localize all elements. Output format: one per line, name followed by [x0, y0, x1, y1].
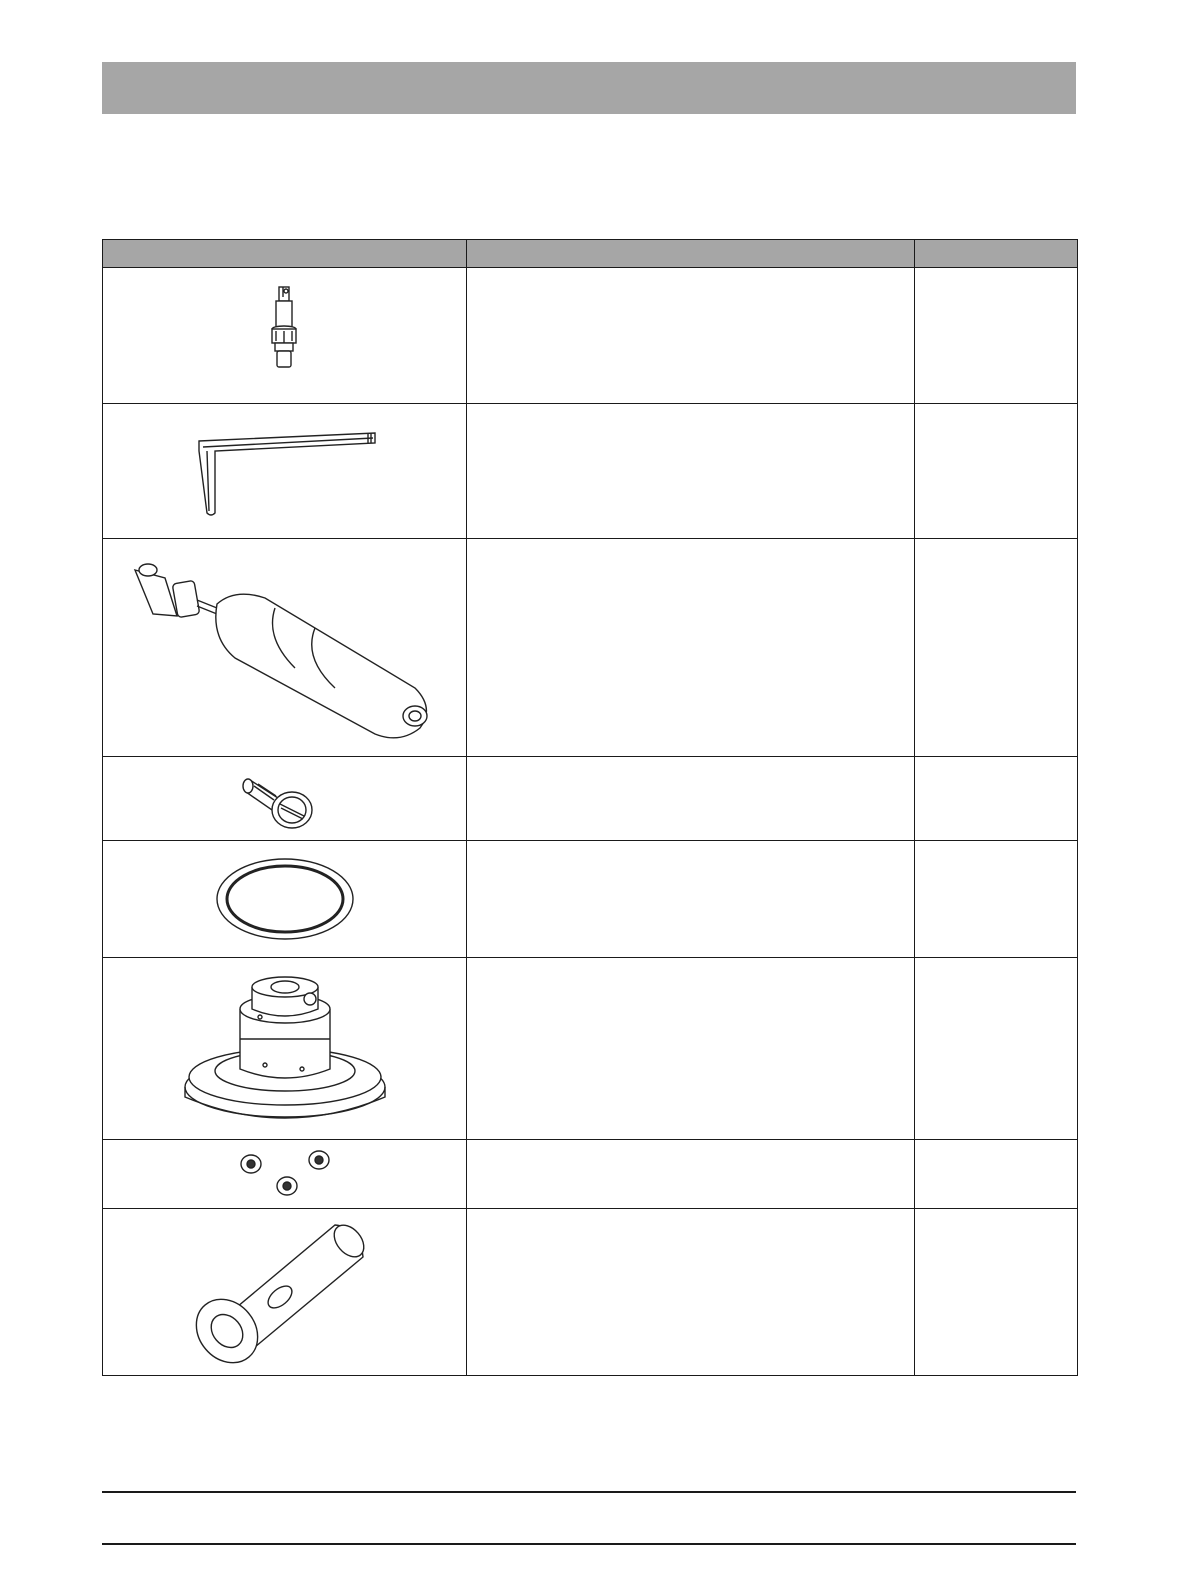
description-cell	[467, 539, 915, 757]
quantity-cell	[915, 757, 1078, 841]
description-cell	[467, 1140, 915, 1209]
image-cell	[103, 757, 467, 841]
parts-table	[102, 239, 1078, 1376]
section-header-bar	[102, 62, 1076, 114]
table-row	[103, 958, 1078, 1140]
quantity-cell	[915, 958, 1078, 1140]
table-row	[103, 404, 1078, 539]
table-row	[103, 268, 1078, 404]
table-row	[103, 539, 1078, 757]
washer-ring-icon	[210, 854, 360, 944]
sleeve-tube-icon	[185, 1217, 385, 1367]
description-cell	[467, 1209, 915, 1376]
column-header-image	[103, 240, 467, 268]
table-row	[103, 757, 1078, 841]
description-cell	[467, 841, 915, 958]
column-header-quantity	[915, 240, 1078, 268]
description-cell	[467, 404, 915, 539]
torque-screwdriver-icon	[125, 548, 445, 748]
image-cell	[103, 841, 467, 958]
image-cell	[103, 1209, 467, 1376]
quantity-cell	[915, 1209, 1078, 1376]
image-cell	[103, 268, 467, 404]
flange-hub-icon	[180, 969, 390, 1129]
adapter-pin-icon	[255, 281, 315, 391]
description-cell	[467, 757, 915, 841]
slotted-screw-icon	[240, 764, 330, 834]
quantity-cell	[915, 1140, 1078, 1209]
quantity-cell	[915, 268, 1078, 404]
image-cell	[103, 1140, 467, 1209]
table-row	[103, 1140, 1078, 1209]
column-header-description	[467, 240, 915, 268]
table-row	[103, 841, 1078, 958]
quantity-cell	[915, 539, 1078, 757]
hex-key-icon	[175, 421, 395, 521]
quantity-cell	[915, 841, 1078, 958]
image-cell	[103, 404, 467, 539]
footer-rule-top	[102, 1491, 1076, 1493]
quantity-cell	[915, 404, 1078, 539]
image-cell	[103, 958, 467, 1140]
table-row	[103, 1209, 1078, 1376]
table-header-row	[103, 240, 1078, 268]
footer-rule-bottom	[102, 1543, 1076, 1545]
set-screws-icon	[235, 1146, 335, 1202]
description-cell	[467, 958, 915, 1140]
description-cell	[467, 268, 915, 404]
image-cell	[103, 539, 467, 757]
